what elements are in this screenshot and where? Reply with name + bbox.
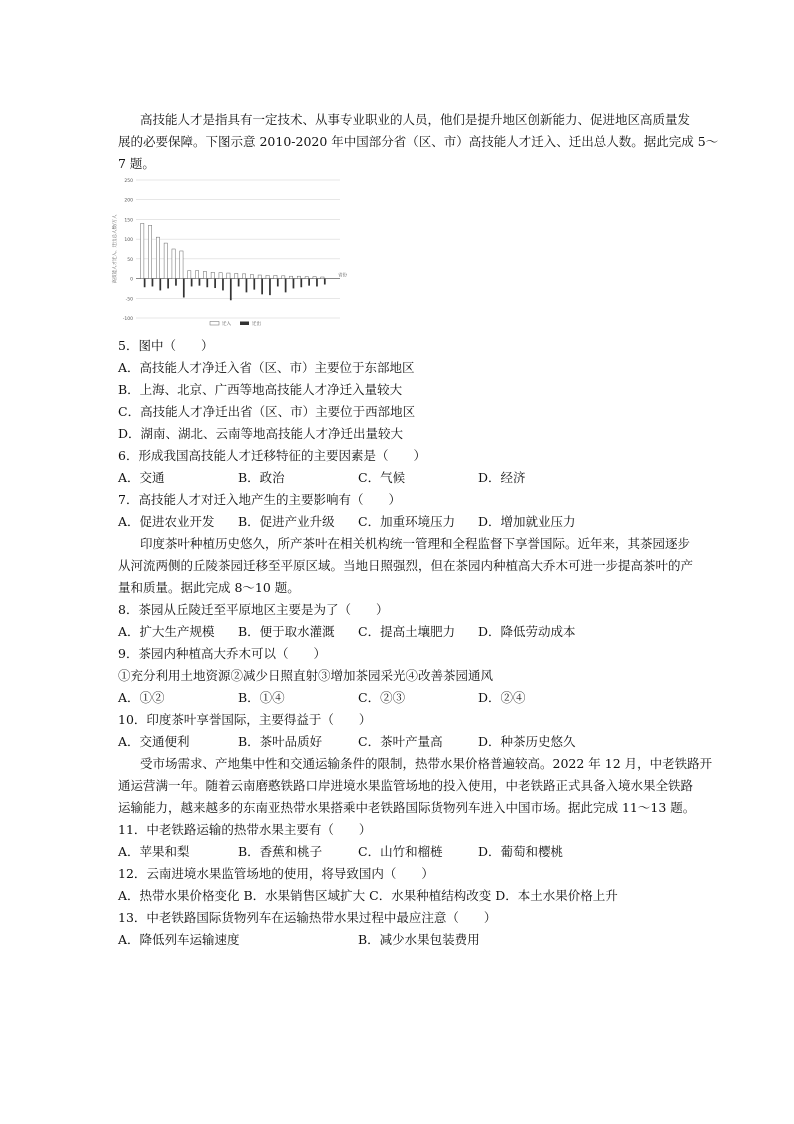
bar-out xyxy=(324,279,326,285)
q5-option-b: B．上海、北京、广西等地高技能人才净迁入量较大 xyxy=(118,382,403,397)
q11-option-b: B．香蕉和桃子 xyxy=(238,844,323,859)
bar-in xyxy=(313,277,316,279)
bar-in xyxy=(305,277,308,279)
q10-option-d: D．种茶历史悠久 xyxy=(478,734,576,749)
q6-option-d: D．经济 xyxy=(478,470,526,485)
y-tick-label: 200 xyxy=(124,198,133,204)
q9-option-c: C．②③ xyxy=(358,690,406,705)
y-tick-labels xyxy=(123,178,133,322)
bar-out xyxy=(277,279,279,287)
bar-in xyxy=(266,275,269,278)
q11-stem: 11．中老铁路运输的热带水果主要有（ ） xyxy=(118,822,372,837)
bar-in xyxy=(227,273,230,279)
y-tick-label: 100 xyxy=(124,238,133,244)
q9-option-d: D．②④ xyxy=(478,690,526,705)
q9-option-b: B．①④ xyxy=(238,690,285,705)
bar-out xyxy=(261,279,263,295)
bar-out xyxy=(199,279,201,286)
q5-option-d: D．湖南、湖北、云南等地高技能人才净迁出量较大 xyxy=(118,426,404,441)
passage3-line-2: 通运营满一年。随着云南磨憨铁路口岸进境水果监管场地的投入使用，中老铁路正式具备入境水果全铁路 xyxy=(118,778,694,793)
bar-out xyxy=(285,279,287,293)
q13-option-b: B．减少水果包装费用 xyxy=(358,932,480,947)
y-tick-label: 250 xyxy=(124,179,133,184)
q8-option-c: C．提高土壤肥力 xyxy=(358,624,456,639)
bar-out xyxy=(230,279,232,301)
passage2-line-3: 量和质量。据此完成 8～10 题。 xyxy=(118,580,300,595)
bar-out xyxy=(159,279,161,291)
intro-line-3: 7 题。 xyxy=(118,156,155,171)
bar-in xyxy=(211,272,214,278)
bar-out xyxy=(206,279,208,288)
bar-out xyxy=(191,279,193,287)
q12-options: A．热带水果价格变化 B．水果销售区域扩大 C．水果种植结构改变 D．本土水果价格上升 xyxy=(118,888,618,903)
bar-out xyxy=(308,279,310,286)
bar-in xyxy=(148,225,151,278)
legend-swatch-in xyxy=(210,322,219,326)
bar-out xyxy=(246,279,248,293)
q7-option-b: B．促进产业升级 xyxy=(238,514,335,529)
legend-label-in: 迁入 xyxy=(222,322,231,327)
q8-stem: 8．茶园从丘陵迁至平原地区主要是为了（ ） xyxy=(118,602,389,617)
q10-stem: 10．印度茶叶享誉国际，主要得益于（ ） xyxy=(118,712,372,727)
passage3-line-1: 受市场需求、产地集中性和交通运输条件的限制，热带水果价格普遍较高。2022 年 12 月，中老铁路开 xyxy=(140,756,713,771)
q6-option-c: C．气候 xyxy=(358,470,406,485)
bar-out xyxy=(214,279,216,288)
q12-stem: 12．云南进境水果监管场地的使用，将导致国内（ ） xyxy=(118,866,434,881)
q10-option-a: A．交通便利 xyxy=(118,734,190,749)
q7-option-d: D．增加就业压力 xyxy=(478,514,576,529)
q8-option-a: A．扩大生产规模 xyxy=(118,624,215,639)
bar-in xyxy=(141,223,144,278)
bar-out xyxy=(183,279,185,298)
bar-in xyxy=(258,275,261,279)
legend-label-out: 迁出 xyxy=(252,322,261,327)
series-out-bars xyxy=(144,279,326,301)
q9-items: ①充分利用土地资源②减少日照直射③增加茶园采光④改善茶园通风 xyxy=(118,668,494,683)
bar-in xyxy=(289,276,292,278)
intro-line-1: 高技能人才是指具有一定技术、从事专业职业的人员，他们是提升地区创新能力、促进地区高质量发 xyxy=(140,112,691,127)
bar-out xyxy=(238,279,240,287)
q6-stem: 6．形成我国高技能人才迁移特征的主要因素是（ ） xyxy=(118,448,426,463)
q11-option-c: C．山竹和榴梿 xyxy=(358,844,443,859)
q10-option-b: B．茶叶品质好 xyxy=(238,734,323,749)
bar-out xyxy=(144,279,146,288)
q9-stem: 9．茶园内种植高大乔木可以（ ） xyxy=(118,646,326,661)
bar-in xyxy=(156,237,159,278)
bar-out xyxy=(300,279,302,288)
bar-out xyxy=(316,279,318,287)
q5-option-a: A．高技能人才净迁入省（区、市）主要位于东部地区 xyxy=(118,360,415,375)
q11-option-d: D．葡萄和樱桃 xyxy=(478,844,564,859)
bar-in xyxy=(195,271,198,279)
bar-in xyxy=(282,276,285,279)
q11-option-a: A．苹果和梨 xyxy=(118,844,190,859)
bar-out xyxy=(293,279,295,289)
chart-legend xyxy=(210,320,261,327)
q6-option-b: B．政治 xyxy=(238,470,285,485)
y-tick-label: 150 xyxy=(124,218,133,224)
q10-option-c: C．茶叶产量高 xyxy=(358,734,443,749)
q7-stem: 7．高技能人才对迁入地产生的主要影响有（ ） xyxy=(118,492,401,507)
passage3-line-3: 运输能力，越来越多的东南亚热带水果搭乘中老铁路国际货物列车进入中国市场。据此完成 11～13 题。 xyxy=(118,800,696,815)
bar-in xyxy=(164,243,167,278)
passage2-line-2: 从河流两侧的丘陵茶园迁移至平原区域。当地日照强烈，但在茶园内种植高大乔木可进一步提高茶叶的产 xyxy=(118,558,694,573)
y-tick-label: -50 xyxy=(125,297,133,303)
bar-out xyxy=(152,279,154,287)
legend-swatch-out xyxy=(240,322,249,326)
q8-option-d: D．降低劳动成本 xyxy=(478,624,576,639)
bar-in xyxy=(180,251,183,279)
y-tick-label: 0 xyxy=(130,277,133,283)
q13-stem: 13．中老铁路国际货物列车在运输热带水果过程中最应注意（ ） xyxy=(118,910,497,925)
passage2-line-1: 印度茶叶种植历史悠久，所产茶叶在相关机构统一管理和全程监督下享誉国际。近年来，其茶园逐步 xyxy=(140,536,691,551)
q8-option-b: B．便于取水灌溉 xyxy=(238,624,335,639)
q5-option-c: C．高技能人才净迁出省（区、市）主要位于西部地区 xyxy=(118,404,416,419)
x-end-label: 省份 xyxy=(338,273,347,279)
bar-in xyxy=(321,277,324,279)
bar-in xyxy=(203,271,206,278)
migration-bar-chart xyxy=(104,174,354,332)
bar-out xyxy=(175,279,177,286)
q13-option-a: A．降低列车运输速度 xyxy=(118,932,240,947)
bar-out xyxy=(269,279,271,296)
bar-in xyxy=(219,273,222,279)
bar-in xyxy=(250,275,253,279)
bar-in xyxy=(235,273,238,278)
bar-in xyxy=(297,276,300,278)
bar-out xyxy=(167,279,169,289)
bar-in xyxy=(274,275,277,278)
bar-in xyxy=(242,274,245,279)
bar-in xyxy=(188,271,191,279)
y-tick-label: 50 xyxy=(127,257,133,263)
q5-stem: 5．图中（ ） xyxy=(118,338,214,353)
q7-option-a: A．促进农业开发 xyxy=(118,514,215,529)
bar-out xyxy=(253,279,255,290)
bar-out xyxy=(222,279,224,291)
q7-option-c: C．加重环境压力 xyxy=(358,514,456,529)
q6-option-a: A．交通 xyxy=(118,470,165,485)
bar-in xyxy=(172,249,175,279)
y-axis-label: 高技能人才迁入、迁出总人数/万人 xyxy=(113,214,118,284)
intro-line-2: 展的必要保障。下图示意 2010-2020 年中国部分省（区、市）高技能人才迁入、迁出总人数。据此完成 5～ xyxy=(118,134,719,149)
series-in-bars xyxy=(141,223,324,278)
y-tick-label: -100 xyxy=(122,317,133,322)
q9-option-a: A．①② xyxy=(118,690,165,705)
